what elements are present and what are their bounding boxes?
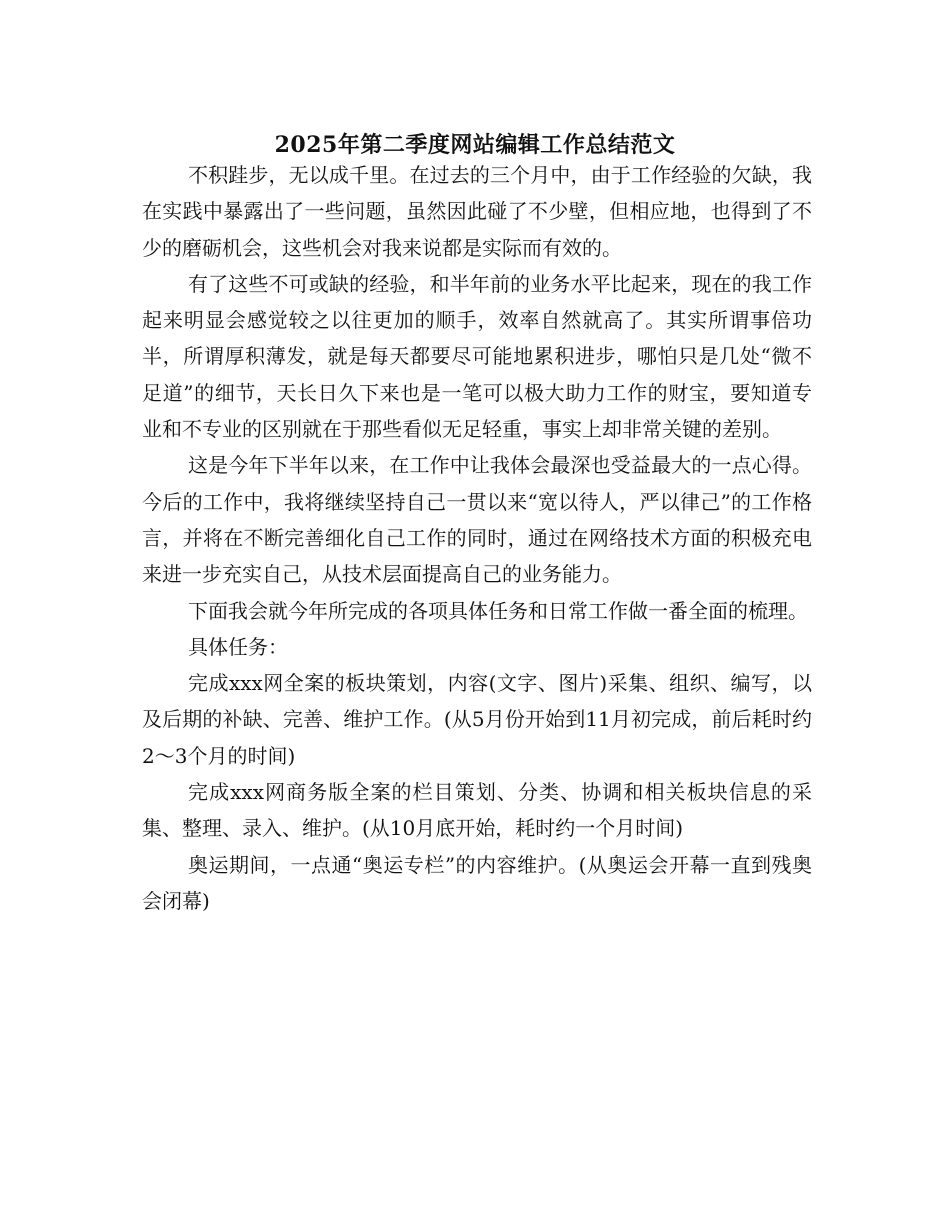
paragraph-task-3: 奥运期间，一点通“奥运专栏”的内容维护。(从奥运会开幕一直到残奥会闭幕) bbox=[142, 852, 812, 913]
paragraph-task-2: 完成xxx网商务版全案的栏目策划、分类、协调和相关板块信息的采集、整理、录入、维护。(从10月底开始，耗时约一个月时间) bbox=[142, 780, 812, 841]
paragraph-insight: 这是今年下半年以来，在工作中让我体会最深也受益最大的一点心得。今后的工作中，我将继续坚持自己一贯以来“宽以待人，严以律己”的工作格言，并将在不断完善细化自己工作的同时，通过在网络技术方面的积极充电来进一步充实自己，从技术层面提高自己的业务能力。 bbox=[142, 453, 812, 587]
document-body bbox=[142, 157, 812, 919]
paragraph-intro: 不积跬步，无以成千里。在过去的三个月中，由于工作经验的欠缺，我在实践中暴露出了一些问题，虽然因此碰了不少壁，但相应地，也得到了不少的磨砺机会，这些机会对我来说都是实际而有效的。 bbox=[142, 163, 812, 260]
document-title: 2025年第二季度网站编辑工作总结范文 bbox=[274, 131, 676, 158]
paragraph-tasks-heading: 具体任务： bbox=[188, 634, 288, 659]
paragraph-experience: 有了这些不可或缺的经验，和半年前的业务水平比起来，现在的我工作起来明显会感觉较之以往更加的顺手，效率自然就高了。其实所谓事倍功半，所谓厚积薄发，就是每天都要尽可能地累积进步，哪怕只是几处“微不足道”的细节，天长日久下来也是一笔可以极大助力工作的财宝，要知道专业和不专业的区别就在于那些看似无足轻重，事实上却非常关键的差别。 bbox=[142, 271, 812, 442]
paragraph-review-intro: 下面我会就今年所完成的各项具体任务和日常工作做一番全面的梳理。 bbox=[188, 598, 808, 623]
paragraph-task-1: 完成xxx网全案的板块策划，内容(文字、图片)采集、组织、编写，以及后期的补缺、完善、维护工作。(从5月份开始到11月初完成，前后耗时约2～3个月的时间) bbox=[142, 671, 812, 768]
